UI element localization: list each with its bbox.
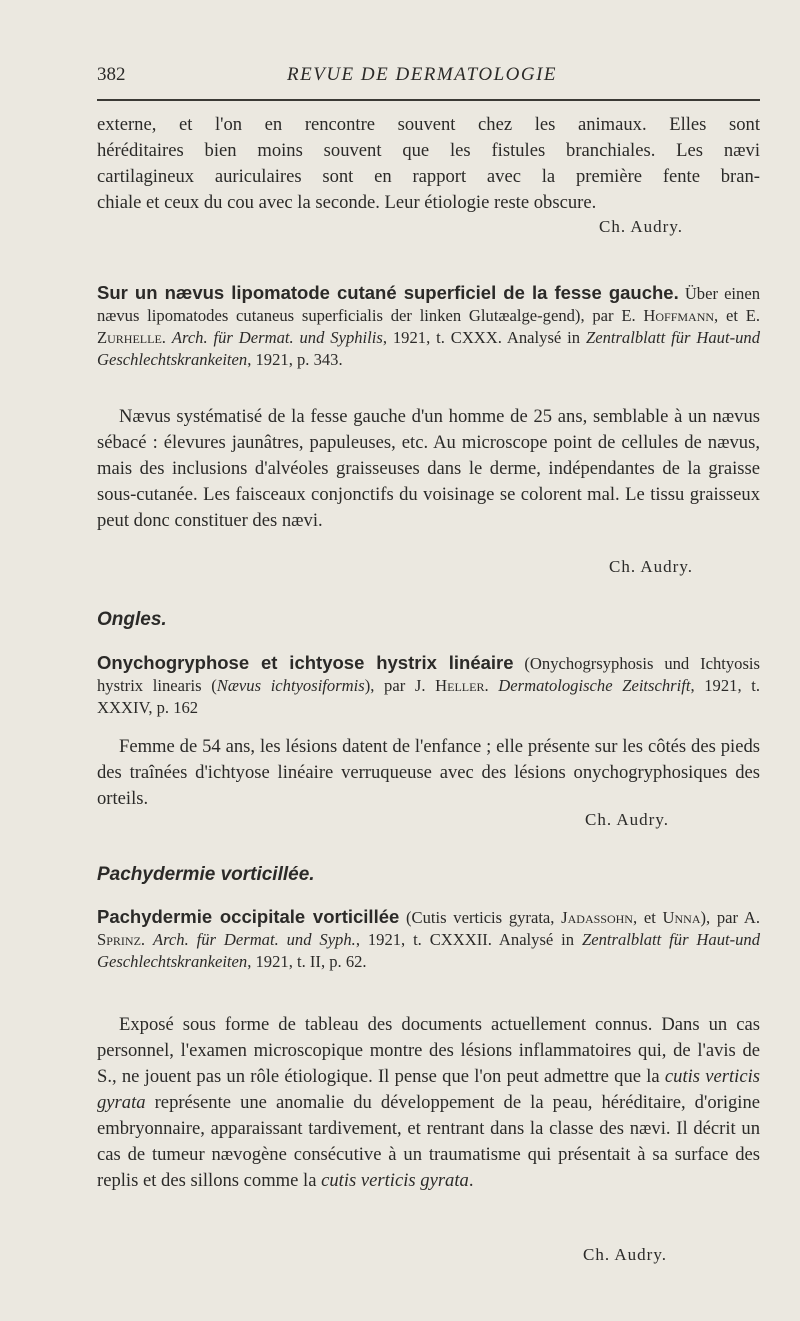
author-name: Unna: [662, 908, 701, 927]
article-body: [97, 1012, 760, 1194]
article-reference: Sur un nævus lipomatode cutané superficiel de la fesse gauche. Über einen nævus lipomatodes cutaneus superficialis der linken Glutæalge-gend), par E. Hoffmann, et E. Zurhelle. Arch. für Dermat. und Syphilis, 1921, t. CXXX. Analysé in Zentralblatt für Haut-und Geschlechtskrankeiten, 1921, p. 343.: [97, 282, 761, 369]
section-title: Ongles.: [97, 609, 167, 630]
body-text: Femme de 54 ans, les lésions datent de l'enfance ; elle présente sur les côtés des pieds des traînées d'ichtyose linéaire verruqueuse avec des lésions onychogryphosiques des orteils.: [97, 736, 760, 809]
page-number: 382: [97, 64, 126, 85]
header-rule: [97, 99, 760, 101]
running-header: [97, 60, 760, 90]
author-name: E. Zurhelle: [97, 306, 760, 347]
intro-line: cartilagineux auriculaires sont en rapport avec la première fente bran-: [97, 166, 760, 187]
body-text: Exposé sous forme de tableau des documents actuellement connus. Dans un cas personnel, l'examen microscopique montre des lésions inflammatoires qui, de l'avis de S., ne jouent pas un rôle étiologique. Il pense que l'on peut admettre que la cutis verticis gyrata représente une anomalie du développement de la peau, héréditaire, d'origine embryonnaire, apparaissant tardivement, et rentrant dans la classe des nævi. Il décrit un cas de tumeur nævogène consécutive à un traumatisme qui présentait à sa surface des replis et des sillons comme la cutis verticis gyrata.: [97, 1014, 760, 1191]
article-title: Sur un nævus lipomatode cutané superficiel de la fesse gauche.: [97, 282, 679, 303]
author-name: Sprinz: [97, 930, 141, 949]
signature: Ch. Audry.: [585, 810, 669, 829]
author-name: E. Hoffmann: [621, 306, 715, 325]
body-text: Nævus systématisé de la fesse gauche d'un homme de 25 ans, semblable à un nævus sébacé : élevures jaunâtres, papuleuses, etc. Au microscope point de cellules de nævus, mais des inclusions d'alvéoles graisseuses dans le derme, indépendantes de la graisse sous-cutanée. Les faisceaux conjonctifs du voisinage se colorent mal. Le tissu graisseux peut donc constituer des nævi.: [97, 406, 760, 531]
intro-line: externe, et l'on en rencontre souvent chez les animaux. Elles sont: [97, 114, 760, 135]
signature: Ch. Audry.: [609, 557, 693, 576]
journal-name: Dermatologische Zeitschrift: [498, 676, 691, 695]
journal-name: Arch. für Dermat. und Syph.: [152, 930, 356, 949]
journal-name: Arch. für Dermat. und Syphilis: [171, 328, 383, 347]
journal-title: REVUE DE DERMATOLOGIE: [287, 64, 558, 85]
intro-line: chiale et ceux du cou avec la seconde. Leur étiologie reste obscure.: [97, 192, 597, 213]
signature: Ch. Audry.: [583, 1245, 667, 1264]
article-body: [97, 734, 760, 812]
journal-name: Zentralblatt für Haut-und Geschlechtskrankeiten: [97, 930, 761, 971]
signature: Ch. Audry.: [599, 217, 683, 236]
article-title: Pachydermie occipitale vorticillée: [97, 906, 400, 927]
intro-line: héréditaires bien moins souvent que les fistules branchiales. Les nævi: [97, 140, 760, 161]
intro-paragraph: [97, 112, 760, 216]
article-body: [97, 404, 760, 534]
journal-name: Zentralblatt für Haut-und Geschlechtskrankeiten: [97, 328, 761, 369]
author-name: Heller: [435, 676, 485, 695]
article-reference: Pachydermie occipitale vorticillée (Cutis verticis gyrata, Jadassohn, et Unna), par A. Sprinz. Arch. für Dermat. und Syph., 1921, t. CXXXII. Analysé in Zentralblatt für Haut-und Geschlechtskrankeiten, 1921, t. II, p. 62.: [97, 906, 761, 971]
author-name: Jadassohn: [561, 908, 633, 927]
article-pachydermie: [97, 906, 760, 973]
article-lipomatode: [97, 282, 760, 371]
article-reference: Onychogryphose et ichtyose hystrix linéaire (Onychogrsyphosis und Ichtyosis hystrix linearis (Nævus ichtyosiformis), par J. Heller. Dermatologische Zeitschrift, 1921, t. XXXIV, p. 162: [97, 652, 761, 717]
article-onychogryphose: [97, 652, 760, 719]
section-title: Pachydermie vorticillée.: [97, 864, 315, 885]
article-title: Onychogryphose et ichtyose hystrix linéaire: [97, 652, 514, 673]
